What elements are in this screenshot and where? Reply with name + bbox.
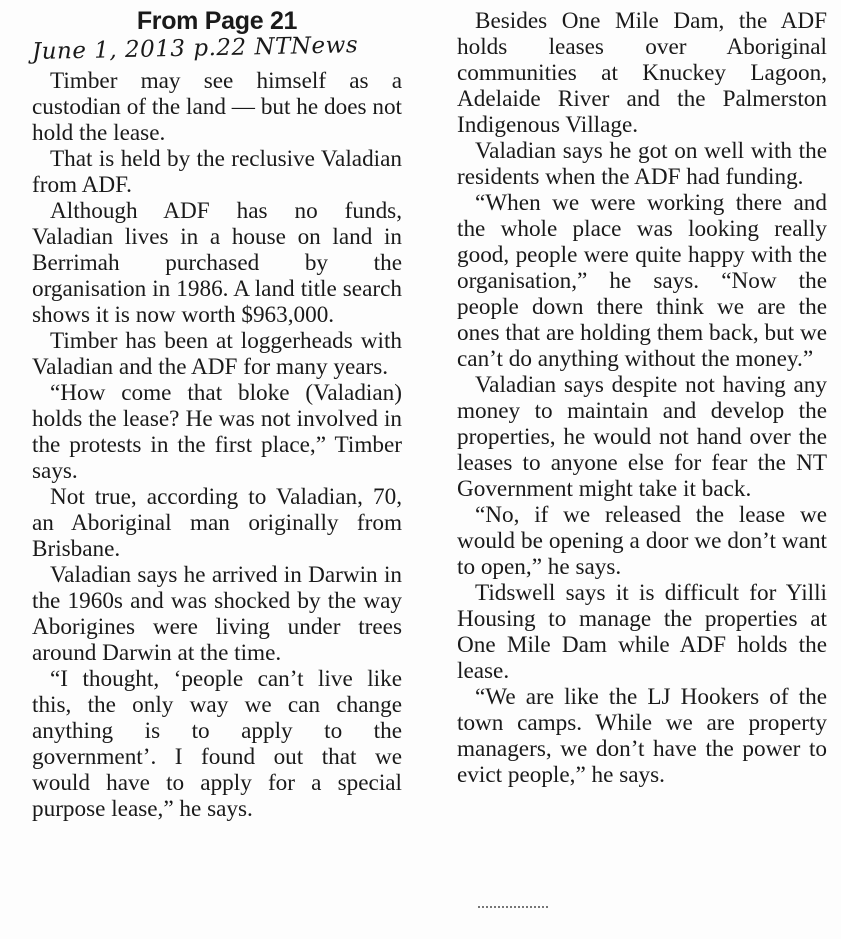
paragraph: “When we were working there and the whole place was looking really good, people were quite happy with the organisation,” he says. “Now the people down there think we are the ones that are holding them back, but we can’t do anything without the money.” [457, 190, 827, 372]
paragraph: Tidswell says it is difficult for Yilli Housing to manage the properties at One Mile Dam while ADF holds the lease. [457, 580, 827, 684]
cut-off-text-fragment [478, 906, 548, 910]
paragraph: “I thought, ‘people can’t live like this, the only way we can change anything is to apply to the government’. I found out that we would have to apply for a special purpose lease,” he says. [32, 666, 402, 822]
paragraph: Not true, according to Valadian, 70, an Aboriginal man originally from Brisbane. [32, 484, 402, 562]
paragraph: “No, if we released the lease we would be opening a door we don’t want to open,” he says. [457, 502, 827, 580]
right-column [457, 8, 827, 788]
paragraph: Besides One Mile Dam, the ADF holds leases over Aboriginal communities at Knuckey Lagoon, Adelaide River and the Palmerston Indigenous Village. [457, 8, 827, 138]
paragraph: Valadian says he arrived in Darwin in the 1960s and was shocked by the way Aborigines were living under trees around Darwin at the time. [32, 562, 402, 666]
paragraph: Valadian says despite not having any money to maintain and develop the properties, he would not hand over the leases to anyone else for fear the NT Government might take it back. [457, 372, 827, 502]
paragraph: Timber has been at loggerheads with Valadian and the ADF for many years. [32, 328, 402, 380]
paragraph: Although ADF has no funds, Valadian lives in a house on land in Berrimah purchased by the organisation in 1986. A land title search shows it is now worth $963,000. [32, 198, 402, 328]
paragraph: “How come that bloke (Valadian) holds the lease? He was not involved in the protests in the first place,” Timber says. [32, 380, 402, 484]
paragraph: Valadian says he got on well with the residents when the ADF had funding. [457, 138, 827, 190]
paragraph: “We are like the LJ Hookers of the town camps. While we are property managers, we don’t have the power to evict people,” he says. [457, 684, 827, 788]
continuation-header: From Page 21 [136, 7, 298, 35]
handwritten-source-note: June 1, 2013 p.22 NTNews [31, 32, 359, 65]
paragraph: Timber may see himself as a custodian of the land — but he does not hold the lease. [32, 68, 402, 146]
paragraph: That is held by the reclusive Valadian from ADF. [32, 146, 402, 198]
left-column [32, 6, 402, 822]
